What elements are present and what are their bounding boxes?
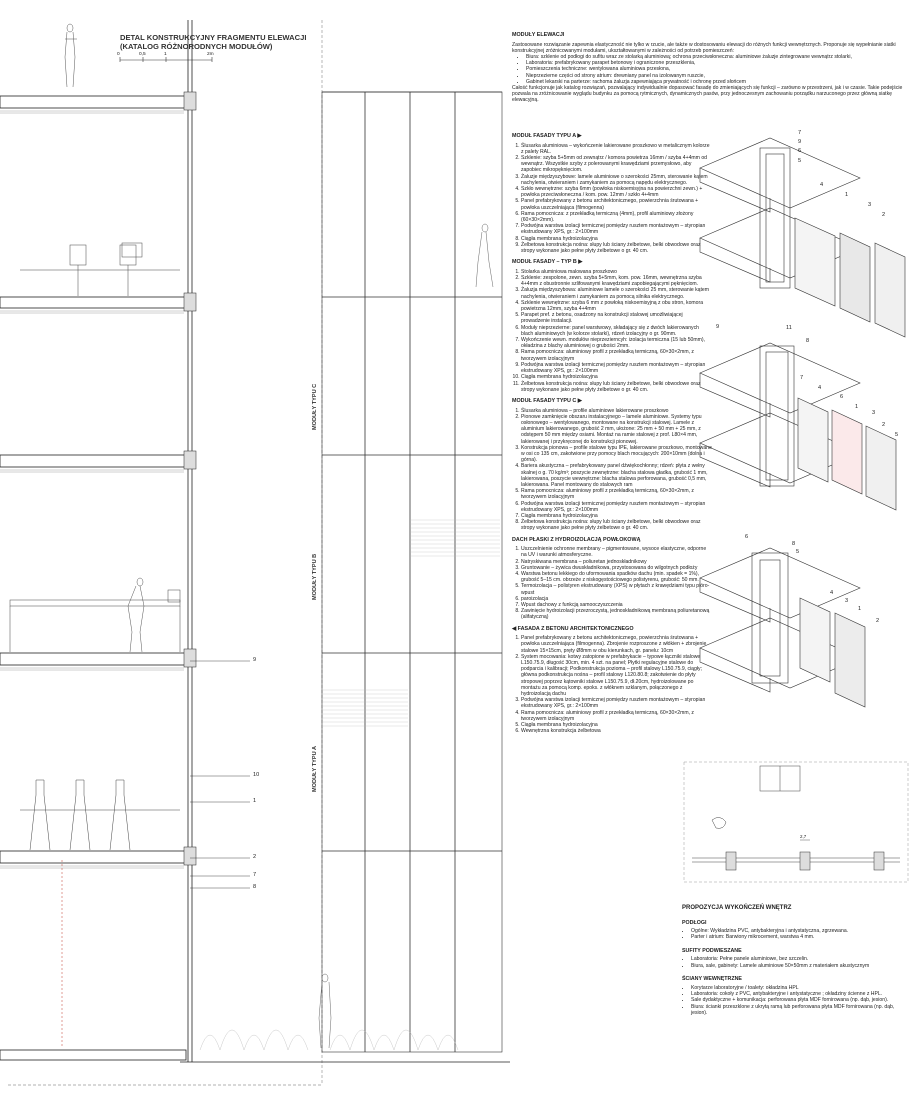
list-item: 5. Rama pomocnicza: aluminiowy profil z przekładką termiczną, 60×30×2mm, z tworzywem izolacyjnym — [521, 488, 712, 500]
intro-bullet: • Pomieszczenia techniczne: wentylowana aluminiowa przesłona, — [526, 66, 907, 72]
list-item: 1. Uszczelnienie ochronne membrany – pigmentowane, wysoce elastyczne, odporne na UV i warunki atmosferyczne. — [521, 546, 712, 558]
scale-bar — [120, 57, 212, 62]
list-item: 6. paroizolacja — [521, 596, 712, 602]
axonometric-diagrams — [690, 128, 910, 748]
list-item: • Korytarze laboratoryjne / toalety: okładzina HPL — [691, 985, 910, 991]
intro-bullet: • Gabinet lekarski na parterze: rachoma żaluzja zapewniająca prywatność i ochronę przed słońcem — [526, 79, 907, 85]
intro-heading: MODUŁY ELEWACJI — [512, 32, 565, 38]
list-item: 4. Rama pomocnicza: aluminiowy profil z przekładką termiczną, 60×30×2mm, z tworzywem izolacyjnym — [521, 710, 712, 722]
detail-plan — [682, 760, 910, 885]
ceilings-heading: SUFITY PODWIESZANE — [682, 947, 742, 954]
list-item: 2. Natryskiwana membrana – poliuretan jednoskładnikowy — [521, 559, 712, 565]
callout-7: 7 — [253, 872, 257, 878]
scale-tick-2m: 2m — [207, 52, 214, 57]
list-item: • Ogólne: Wykładzina PVC, antybakteryjna i antystatyczna, zgrzewana. — [691, 928, 910, 934]
title-line1: DETAL KONSTRUKCYJNY FRAGMENTU ELEWACJI — [120, 33, 307, 42]
finishes-section — [682, 905, 910, 1017]
list-item: 10. Ciągła membrana hydroizolacyjna — [521, 374, 712, 380]
list-item: 9. Podwójna warstwa izolacji termicznej pomiędzy rusztem montażowym – styropian ekstrudowany XPS, gr.: 2×100mm — [521, 362, 712, 374]
modules-text-column — [512, 128, 712, 734]
list-item: 1. Stolarka aluminiowa malowana proszkowo — [521, 269, 712, 275]
list-item: 1. Panel prefabrykowany z betonu architektonicznego, powierzchnia śrutowana + powłoka uszczelniająca (filmogenna). Zbrojenie rozproszone z włókien + zbrojenie stalowe 15×15cm, pręty Ø8mm w obu kierunkach, gr. panelu: 10cm — [521, 635, 712, 654]
axon-b-label: 1 — [855, 404, 859, 410]
callout-10: 10 — [253, 772, 260, 778]
module-label-c: MODUŁY TYPU C — [312, 383, 318, 430]
list-item: • Sale dydaktyczne + komunikacja: perforowana płyta MDF fornirowana (np. dąb, jesion). — [691, 997, 910, 1003]
axon-b-label: 3 — [872, 410, 876, 416]
walls-heading: ŚCIANY WEWNĘTRZNE — [682, 976, 742, 983]
list-item: 9. Żelbetowa konstrukcja nośna: słupy lub ściany żelbetowe, belki obwodowe oraz stropy wykonane jako pełne płyty żelbetowe o gr. 40 cm. — [521, 242, 712, 254]
list-item: 8. Rama pomocnicza: aluminiowy profil z przekładką termiczną, 60×30×2mm, z tworzywem izolacyjnym — [521, 349, 712, 361]
axon-a-label: 1 — [845, 192, 849, 198]
scale-tick-05: 0,5 — [139, 52, 146, 57]
list-item: 6. Wewnętrzna konstrukcja żelbetowa — [521, 728, 712, 734]
scale-tick-0: 0 — [117, 52, 120, 57]
detail-dim: 2,7 — [800, 834, 807, 839]
list-item: 7. Ciągła membrana hydroizolacyjna — [521, 513, 712, 519]
list-item: 5. Parapet pref. z betonu, osadzony na konstrukcji stalowej umożliwiającej prowadzenie instalacji. — [521, 312, 712, 324]
list-item: 7. Wpust dachowy z funkcją samooczyszczenia — [521, 602, 712, 608]
list-item: 8. Ciągła membrana hydroizolacyjna — [521, 236, 712, 242]
axon-a-label: 5 — [798, 158, 802, 164]
axon-b-label: 5 — [895, 432, 899, 438]
intro-closing: Całość funkcjonuje jak katalog rozwiązań, pozwalający indywidualnie dopasować fasadę do zmieniających się funkcji – zarówno w przestrzeni, jak i w czasie. Takie podejście pozwala na zróżnicowanie wyglądu budynku za pomocą rytmicznych, dynamicznych pasów, przy jednoczesnym zachowaniu porządku narzuconego przez główną siatkę elewacyjną. — [512, 85, 903, 104]
list-item: 1. Ślusarka aluminiowa – profile aluminiowe lakierowane proszkowo — [521, 408, 712, 414]
list-item: 2. Szklenie: szyba 5+5mm od zewnątrz / komora powietrza 16mm / szyba 4+4mm od wewnątrz. Wszystkie szyby z polerowanymi krawędziami przemysłowo, aby zapobiec mikropęknięciom. — [521, 155, 712, 174]
module-b-heading: MODUŁ FASADY – TYP B ▶ — [512, 259, 583, 266]
intro-text: Zastosowane rozwiązanie zapewnia elastyczność nie tylko w rzucie, ale także w dostosowaniu elewacji do różnych funkcji wewnętrznych. Proponuje się wypełnianie siatki konstrukcyjnej zróżnicowanymi modułami, ukształtowanymi w zależności od potrzeb pomieszczeń: — [512, 41, 896, 54]
floors-heading: PODŁOGI — [682, 919, 707, 926]
axon-b-label: 4 — [818, 385, 822, 391]
module-label-b: MODUŁY TYPU B — [312, 553, 318, 600]
axon-b-label: 7 — [800, 375, 804, 381]
axon-a-label: 6 — [798, 148, 802, 154]
axon-c-label: 3 — [845, 598, 849, 604]
title-line2: (KATALOG RÓŻNORODNYCH MODUŁÓW) — [120, 42, 273, 52]
list-item: 3. Żaluzje międzyszybowe: lamele aluminiowe o szerokości 25mm, sterowanie kątem nachylenia, otwieraniem i zamykaniem za pomocą napędu elektrycznego. — [521, 174, 712, 186]
list-item: 11. Żelbetowa konstrukcja nośna: słupy lub ściany żelbetowe, belki obwodowe oraz stropy wykonane jako pełne płyty żelbetowe o gr. 40 cm. — [521, 381, 712, 393]
list-item: 6. Rama pomocnicza: z przekładką termiczną (4mm), profil aluminiowy złożony (60×30×2mm). — [521, 211, 712, 223]
list-item: 7. Podwójna warstwa izolacji termicznej pomiędzy rusztem montażowym – styropian ekstrudowany XPS, gr.: 2×100mm — [521, 223, 712, 235]
axon-a-label: 3 — [868, 202, 872, 208]
intro-bullet: • Biura: szklenie od podłogi do sufitu wraz ze stolarką aluminiową; ochrona przeciwsłoneczna: aluminiowe żaluzje zintegrowane wewnątrz stolarki, — [526, 54, 907, 60]
intro-section — [512, 32, 907, 104]
list-item: 8. Żelbetowa konstrukcja nośna: słupy lub ściany żelbetowe, belki obwodowe oraz stropy wykonane jako pełne płyty żelbetowe o gr. 40 cm. — [521, 519, 712, 531]
ceilings-list — [682, 956, 910, 969]
list-item: 3. Podwójna warstwa izolacji termicznej pomiędzy rusztem montażowym – styropian ekstrudowany XPS, gr.: 2×100mm — [521, 697, 712, 709]
list-item: 2. System mocowania: kotwy zatopione w prefabrykacie – typowe łączniki stalowe L150.75.9, długość 30cm, min. 4 szt. na panel; Płytki regulacyjne stalowe do podparcia i kalibracji; Podkonstrukcja pozioma – profil stalowy L150.75.9, ciągły; główna podkonstrukcja nośna – profil stalowy L120.80.8; zakotwienie do płyty stropowej poprzez kątowniki stalowe L150.75.9, dł.20cm, hydroizolowane po montażu za pomocą komp. epoks. z włóknem szklanym, połączonego z hydroizolacją dachu — [521, 654, 712, 697]
list-item: • Laboratoria: Pełne panele aluminiowe, bez szczelin. — [691, 956, 910, 962]
callout-2: 2 — [253, 854, 257, 860]
list-item: • Laboratoria: cokoły z PVC, antybakteryjne i antystatyczne ; okładziny ścienne z HPL. — [691, 991, 910, 997]
list-item: 2. Pionowe zamknięcie obszaru instalacyjnego – lamele aluminiowe. Systemy typu osłonowego – wentylowanego, montowane na konstrukcji stalowej. Lamele z aluminium lakierowanego, grubość 2 mm, ułożone: 25 mm + 50 mm + 25 mm, z odstępem 50 mm między osiami. Montaż na ramie stalowej z prof. L80×4 mm, lakierowanej i przykręconej do konstrukcji pionowej. — [521, 414, 712, 445]
list-item: 7. Wykończenie wewn. modułów nieprzezierncyh: izolacja termiczna (15 lub 50mm), okładzina z blachy aluminiowej o grubości 2mm. — [521, 337, 712, 349]
list-item: 4. Bariera akustyczna – prefabrykowany panel dźwiękochłonny; rdzeń: płyta z wełny skalnej o g. 70 kg/m³; poszycie zewnętrzne: blacha stalowa gładka, grubość 1 mm, lakierowana, poszycie wewnętrzne: blacha stalowa perforowana, grubość 0,5 mm, lakierowana. Panel montowany do stalowych ram — [521, 463, 712, 488]
module-b-list — [512, 269, 712, 393]
axon-c-label: 4 — [830, 590, 834, 596]
roof-list — [512, 546, 712, 620]
axon-a-label: 9 — [798, 139, 802, 145]
axon-b-label: 9 — [716, 324, 720, 330]
list-item: 4. Szklenie wewnętrzne: szyba 6 mm z powłoką niskoemisyjną z obu stron, komora powietrzna 12mm, szyba 4+4mm — [521, 300, 712, 312]
axon-b-label: 2 — [882, 422, 886, 428]
axon-b-label: 11 — [786, 325, 792, 331]
axon-c-label: 2 — [876, 618, 880, 624]
intro-bullet: • Nieprzezierne części od strony atrium: drewniany panel na izolowanym ruszcie, — [526, 73, 907, 79]
list-item: 1. Ślusarka aluminiowa – wykończenie lakierowane proszkowo w metalicznym kolorze z palety RAL. — [521, 143, 712, 155]
module-a-list — [512, 143, 712, 255]
roof-heading: DACH PŁASKI Z HYDROIZOLACJĄ POWŁOKOWĄ — [512, 536, 641, 543]
walls-list — [682, 985, 910, 1017]
list-item: 3. Żaluzja międzyszybowa: aluminiowe lamele o szerokości 25 mm, sterowanie kątem nachylenia, otwieraniem i zamykaniem za pomocą silnika elektrycznego. — [521, 287, 712, 299]
module-c-list — [512, 408, 712, 532]
axon-c-label: 8 — [792, 541, 796, 547]
list-item: 4. Szkło wewnętrzne: szyba 6mm (powłoka niskoemisyjna na powierzchni zewn.) + powłoka przeciwsłoneczna / kom. pow. 12mm / szkło 4+4mm — [521, 186, 712, 198]
list-item: 3. Konstrukcja pionowa – profile stalowe typu IPE, lakierowane proszkowo, montowane w osi co 135 cm, zakotwione przy pomocy blach mocujących: 200×10mm (dolna i górna). — [521, 445, 712, 464]
concrete-heading: ◀ FASADA Z BETONU ARCHITEKTONICZNEGO — [512, 625, 634, 632]
callout-8: 8 — [253, 884, 257, 890]
list-item: • Biura, sale, gabinety: Lamele aluminiowe 50×50mm z materiałem akustycznym — [691, 963, 910, 969]
axon-c-label: 1 — [858, 606, 862, 612]
intro-bullet: • Laboratoria: prefabrykowany parapet betonowy i ograniczone przeszklenia, — [526, 60, 907, 66]
scale-tick-1: 1 — [164, 52, 167, 57]
list-item: 3. Gruntowanie – żywica dwuskładnikowa, przystosowana do wilgotnych podłoży — [521, 565, 712, 571]
list-item: • Parter i atrium: Barwiony mikrocement, warstwa 4 mm. — [691, 934, 910, 940]
list-item: 5. Termoizolacja – polistyren ekstrudowany (XPS) w płytach z krawędziami typu pióro-wpust — [521, 583, 712, 595]
axon-c-label: 6 — [745, 534, 749, 540]
module-label-a: MODUŁY TYPU A — [312, 746, 318, 792]
callout-1: 1 — [253, 798, 257, 804]
list-item: • Biura: ścianki przeszklone z ukrytą ramą lub perforowana płyta MDF fornirowana (np. dąb, jesion). — [691, 1004, 910, 1017]
intro-bullets — [512, 54, 907, 85]
list-item: 5. Ciągła membrana hydroizolacyjna — [521, 722, 712, 728]
drawing-title — [120, 33, 306, 51]
list-item: 6. Podwójna warstwa izolacji termicznej pomiędzy rusztem montażowym – styropian ekstrudowany XPS, gr.: 2×100mm — [521, 501, 712, 513]
module-a-heading: MODUŁ FASADY TYPU A ▶ — [512, 133, 582, 139]
list-item: 4. Warstwa betonu lekkiego do uformowania spadków dachu (min. spadek = 1%), grubość 5–15 cm. obrzeże z niskogęstościowego polistyrenu, grubość: 50 mm. — [521, 571, 712, 583]
axon-a-label: 2 — [882, 212, 886, 218]
list-item: 6. Moduły nieprzezierne: panel warstwowy, składający się z dwóch lakierowanych blach aluminiowych (w kolorze stolarki), rdzeń izolacyjny o gr. 90mm. — [521, 325, 712, 337]
axon-b-label: 8 — [806, 338, 810, 344]
axon-c-label: 5 — [796, 549, 800, 555]
callout-9: 9 — [253, 657, 257, 663]
list-item: 2. Szklenie: zespolone, zewn. szyba 5+5mm, kom. pow. 16mm, wewnętrzna szyba 4+4mm z obustronnie szlifowanymi krawędziami zapobiegającymi pęknięciom. — [521, 275, 712, 287]
axon-a-label: 4 — [820, 182, 824, 188]
axon-b-label: 6 — [840, 394, 844, 400]
finishes-heading: PROPOZYCJA WYKOŃCZEŃ WNĘTRZ — [682, 905, 792, 911]
floors-list — [682, 928, 910, 941]
list-item: 8. Zawinięcie hydroizolacji przezroczystą, jednoskładnikową membraną poliuretanową (alifatyczną) — [521, 608, 712, 620]
axon-a-label: 7 — [798, 130, 802, 136]
list-item: 5. Panel prefabrykowany z betonu architektonicznego, powierzchnia śrutowana + powłoka uszczelniająca (filmogenna) — [521, 198, 712, 210]
module-c-heading: MODUŁ FASADY TYPU C ▶ — [512, 397, 582, 404]
concrete-list — [512, 635, 712, 734]
